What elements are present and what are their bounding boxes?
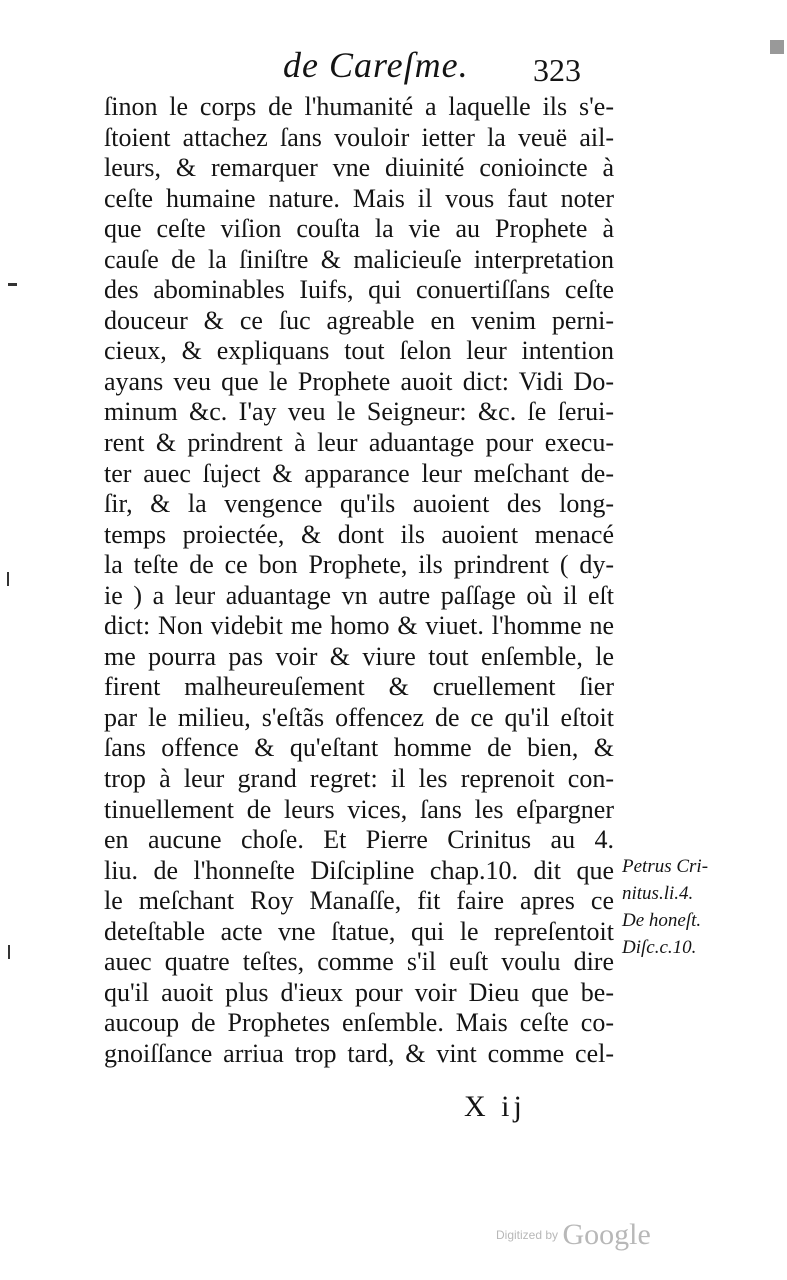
watermark-prefix: Digitized by: [496, 1228, 559, 1242]
text-line: ſinon le corps de l'humanité a laquelle ils s'e-: [104, 92, 614, 121]
margin-note-line: Diſc.c.10.: [622, 937, 697, 958]
ink-speck: [8, 283, 17, 286]
text-line: ſans offence & qu'eſtant homme de bien, &: [104, 733, 614, 763]
text-line: leurs, & remarquer vne diuinité conioincte à: [104, 153, 614, 183]
margin-note-line: nitus.li.4.: [622, 883, 694, 904]
text-line: ayans veu que le Prophete auoit dict: Vidi Do-: [104, 366, 614, 396]
body-text: [104, 92, 614, 1070]
ink-speck: [770, 40, 784, 54]
text-line: que ceſte viſion couſta la vie au Prophete à: [104, 214, 614, 244]
text-line: tinuellement de leurs vices, ſans les eſpargner: [104, 794, 614, 824]
text-line: dict: Non videbit me homo & viuet. l'homme ne: [104, 611, 614, 641]
signature-mark: X ij: [464, 1090, 526, 1123]
text-line: rent & prindrent à leur aduantage pour execu-: [104, 428, 614, 458]
text-line: ceſte humaine nature. Mais il vous faut noter: [104, 183, 614, 213]
text-line: douceur & ce ſuc agreable en venim perni-: [104, 305, 614, 335]
text-line: trop à leur grand regret: il les reprenoit con-: [104, 764, 614, 794]
text-line: par le milieu, s'eſtãs offencez de ce qu'il eſtoit: [104, 702, 614, 732]
running-title: de Careſme.: [283, 45, 469, 85]
text-line: ſtoient attachez ſans vouloir ietter la veuë ail-: [104, 122, 614, 152]
text-line: le meſchant Roy Manaſſe, fit faire apres ce: [104, 886, 614, 916]
ink-speck: [7, 572, 9, 586]
text-line: la teſte de ce bon Prophete, ils prindrent ( dy-: [104, 550, 614, 580]
text-line: liu. de l'honneſte Diſcipline chap.10. dit que: [104, 855, 614, 885]
margin-note-line: De honeſt.: [622, 910, 702, 931]
text-line: en aucune choſe. Et Pierre Crinitus au 4.: [104, 825, 614, 855]
text-line: ie ) a leur aduantage vn autre paſſage où il eſt: [104, 580, 614, 610]
digitized-watermark: [496, 1218, 651, 1252]
page-number: 323: [533, 52, 581, 88]
text-line: des abominables Iuifs, qui conuertiſſans ceſte: [104, 275, 614, 305]
ink-speck: [8, 945, 10, 959]
text-line: aucoup de Prophetes enſemble. Mais ceſte co-: [104, 1008, 614, 1038]
text-line: temps proiectée, & dont ils auoient menacé: [104, 519, 614, 549]
text-line: ſir, & la vengence qu'ils auoient des long-: [104, 489, 614, 519]
text-line: cauſe de la ſiniſtre & malicieuſe interpretation: [104, 244, 614, 274]
text-line: qu'il auoit plus d'ieux pour voir Dieu que be-: [104, 977, 614, 1007]
text-line: minum &c. I'ay veu le Seigneur: &c. ſe ſerui-: [104, 397, 614, 427]
watermark-brand: Google: [562, 1218, 651, 1251]
text-line: me pourra pas voir & viure tout enſemble, le: [104, 641, 614, 671]
margin-note: [622, 853, 782, 961]
text-line: deteſtable acte vne ſtatue, qui le repreſentoit: [104, 916, 614, 946]
text-line: firent malheureuſement & cruellement ſier: [104, 672, 614, 702]
text-line: cieux, & expliquans tout ſelon leur intention: [104, 336, 614, 366]
text-line: ter auec ſuject & apparance leur meſchant de-: [104, 458, 614, 488]
margin-note-line: Petrus Cri-: [622, 856, 709, 877]
text-line: gnoiſſance arriua trop tard, & vint comme cel-: [104, 1038, 614, 1068]
text-line: auec quatre teſtes, comme s'il euſt voulu dire: [104, 947, 614, 977]
